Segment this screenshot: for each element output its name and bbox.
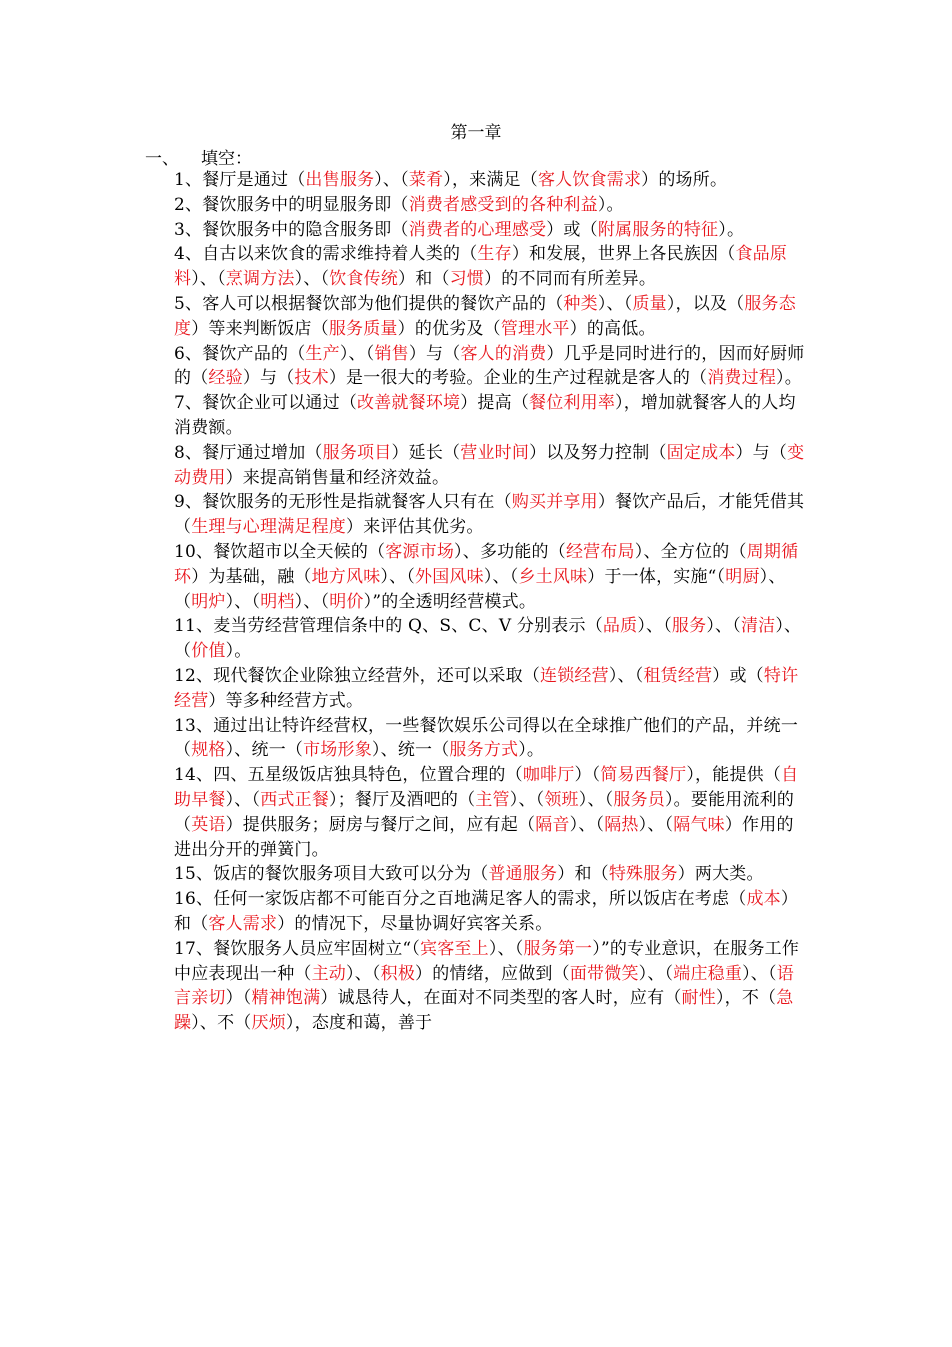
answer-text: 餐位利用率 <box>529 393 616 414</box>
answer-text: 客人的消费 <box>460 343 547 364</box>
question-text: ）与（ <box>242 368 295 389</box>
question-item <box>174 193 810 218</box>
question-text: ）、（ <box>174 616 802 662</box>
answer-text: 销售 <box>374 343 409 364</box>
question-item <box>174 937 810 1036</box>
question-text: ），来满足（ <box>443 170 538 190</box>
question-text: ）的优劣及（ <box>397 318 501 339</box>
question-text: ）、（ <box>294 269 330 290</box>
question-text: ）、（ <box>569 814 605 835</box>
question-text: 10、餐饮超市以全天候的（ <box>174 541 386 562</box>
question-text: 14、四、五星级饭店独具特色，位置合理的（ <box>174 765 523 786</box>
question-text: ）的场所。 <box>641 170 728 190</box>
answer-text: 客人饮食需求 <box>537 170 642 190</box>
question-item <box>174 342 810 392</box>
question-text: ）是一很大的考验。企业的生产过程就是客人的（ <box>328 368 708 389</box>
question-text: ）”的全透明经营模式。 <box>363 591 537 612</box>
question-text: ）等多种经营方式。 <box>208 690 364 711</box>
question-text: 12、现代餐饮企业除独立经营外，还可以采取（ <box>174 665 541 686</box>
question-text: ）、统一（ <box>225 740 304 761</box>
answer-text: 消费者的心理感受 <box>408 219 547 240</box>
question-text: ）餐饮产品后，才能凭借其（ <box>174 492 805 538</box>
answer-text: 消费者感受到的各种利益 <box>408 194 598 215</box>
answer-text: 附属服务的特征 <box>597 219 719 240</box>
question-list <box>174 168 810 1036</box>
question-text: ）、（ <box>339 343 375 364</box>
answer-text: 耐性 <box>681 988 716 1009</box>
question-item <box>174 490 810 540</box>
answer-text: 隔音 <box>535 814 570 835</box>
answer-text: 精神饱满 <box>251 988 321 1009</box>
answer-text: 服务质量 <box>328 318 398 339</box>
answer-text: 市场形象 <box>303 740 372 761</box>
answer-text: 主管 <box>475 789 510 810</box>
question-text: ）、不（ <box>191 1013 252 1034</box>
answer-text: 营业时间 <box>460 442 530 463</box>
answer-text: 规格 <box>191 740 226 761</box>
answer-text: 乡土风味 <box>518 566 588 587</box>
question-text: ）来提高销售量和经济效益。 <box>225 467 450 488</box>
answer-text: 服务方式 <box>449 740 519 761</box>
answer-text: 特殊服务 <box>608 864 678 885</box>
answer-text: 隔热 <box>604 814 639 835</box>
question-text: ）诚恳待人，在面对不同类型的客人时，应有（ <box>320 988 682 1009</box>
answer-text: 经营布局 <box>565 541 635 562</box>
answer-text: 习惯 <box>449 269 485 290</box>
answer-text: 租赁经营 <box>643 665 713 686</box>
answer-text: 明档 <box>260 591 295 612</box>
question-text: ）、（ <box>294 591 330 612</box>
answer-text: 英语 <box>191 814 226 835</box>
answer-text: 技术 <box>294 368 329 389</box>
answer-text: 特许经营 <box>174 665 799 711</box>
question-text: 5、客人可以根据餐饮部为他们提供的餐饮产品的（ <box>174 293 564 314</box>
question-text: ）。 <box>597 194 624 215</box>
question-text: 7、餐饮企业可以通过（ <box>174 393 358 414</box>
answer-text: 服务 <box>671 616 707 637</box>
answer-text: 烹调方法 <box>225 269 295 290</box>
question-item <box>174 540 810 614</box>
answer-text: 隔气味 <box>673 814 725 835</box>
answer-text: 管理水平 <box>500 318 570 339</box>
question-text: ）等来判断饭店（ <box>191 318 329 339</box>
question-text: 3、餐饮服务中的隐含服务即（ <box>174 219 409 240</box>
answer-text: 价值 <box>191 641 226 662</box>
answer-text: 主动 <box>311 963 347 984</box>
question-text: ）、（ <box>174 566 786 612</box>
question-text: ）。 <box>518 740 545 761</box>
question-item <box>174 887 810 937</box>
question-item <box>174 218 810 243</box>
question-text: ）以及努力控制（ <box>529 442 667 463</box>
question-text: ）、（ <box>483 566 519 587</box>
question-text: ）与（ <box>408 343 461 364</box>
question-item <box>174 292 810 342</box>
question-text: ）、多功能的（ <box>454 541 566 562</box>
question-item <box>174 242 810 292</box>
answer-text: 领班 <box>544 789 579 810</box>
answer-text: 生存 <box>477 244 512 265</box>
answer-text: 地方风味 <box>311 566 381 587</box>
question-text: 2、餐饮服务中的明显服务即（ <box>174 194 409 215</box>
answer-text: 自助早餐 <box>174 765 799 810</box>
question-text: ）作用的进出分开的弹簧门。 <box>174 814 794 860</box>
answer-text: 饮食传统 <box>329 269 399 290</box>
question-text: ）、（ <box>742 963 777 984</box>
question-text: ），增加就餐客人的人均消费额。 <box>174 393 796 438</box>
question-text: ）、统一（ <box>371 740 450 761</box>
question-text: ），以及（ <box>666 293 745 314</box>
question-text: ）；餐厅及酒吧的（ <box>329 789 476 810</box>
section-number: 一、 <box>145 149 179 169</box>
question-text: 15、饭店的餐饮服务项目大致可以分为（ <box>174 864 489 885</box>
question-text: ）。 <box>776 368 802 389</box>
question-text: ）、（ <box>380 566 416 587</box>
question-text: 6、餐饮产品的（ <box>174 343 306 364</box>
question-text: ）或（ <box>546 219 598 240</box>
question-text: ）、（ <box>638 963 674 984</box>
answer-text: 改善就餐环境 <box>357 393 461 414</box>
question-text: 4、自古以来饮食的需求维持着人类的（ <box>174 244 478 265</box>
question-item <box>174 391 810 441</box>
answer-text: 品质 <box>602 616 638 637</box>
question-text: ）提供服务；厨房与餐厅之间，应有起（ <box>225 814 536 835</box>
question-text: ）。 <box>225 641 252 662</box>
question-text: ）、（ <box>597 293 633 314</box>
answer-text: 消费过程 <box>707 368 777 389</box>
answer-text: 周期循环 <box>174 541 799 587</box>
question-text: 8、餐厅通过增加（ <box>174 442 323 463</box>
answer-text: 连锁经营 <box>540 665 609 686</box>
answer-text: 服务第一 <box>523 938 593 959</box>
question-text: 13、通过出让特许经营权，一些餐饮娱乐公司得以在全球推广他们的产品，并统一（ <box>174 715 799 761</box>
question-text: ）、（ <box>637 616 672 637</box>
question-text: ）、（ <box>578 789 614 810</box>
question-text: ）两大类。 <box>677 864 764 885</box>
question-text: ）、（ <box>191 269 226 290</box>
question-text: ）和发展，世界上各民族因（ <box>511 244 736 265</box>
answer-text: 质量 <box>632 293 667 314</box>
question-text: ）的不同而有所差异。 <box>484 269 657 290</box>
question-text: ）与（ <box>735 442 788 463</box>
answer-text: 面带微笑 <box>569 963 639 984</box>
answer-text: 服务项目 <box>322 442 392 463</box>
question-text: ）、（ <box>638 814 674 835</box>
answer-text: 外国风味 <box>415 566 484 587</box>
question-item <box>174 168 810 193</box>
question-text: 16、任何一家饭店都不可能百分之百地满足客人的需求，所以饭店在考虑（ <box>174 889 747 910</box>
question-item <box>174 714 810 764</box>
answer-text: 宾客至上 <box>420 938 489 959</box>
question-text: ）延长（ <box>391 442 461 463</box>
answer-text: 急躁 <box>174 988 794 1034</box>
question-text: ）或（ <box>712 665 764 686</box>
question-text: ）、（ <box>225 789 261 810</box>
answer-text: 服务员 <box>613 789 665 810</box>
chapter-title: 第一章 <box>450 123 502 143</box>
answer-text: 简易西餐厅 <box>600 765 687 786</box>
question-item <box>174 862 810 887</box>
answer-text: 生产 <box>305 343 340 364</box>
question-text: ）、全方位的（ <box>634 541 747 562</box>
answer-text: 变动费用 <box>174 442 805 488</box>
answer-text: 服务态度 <box>174 293 796 339</box>
answer-text: 客人需求 <box>208 913 278 934</box>
question-item <box>174 614 810 664</box>
answer-text: 明厨 <box>725 566 760 587</box>
answer-text: 出售服务 <box>305 170 375 190</box>
question-text: ）和（ <box>174 889 799 934</box>
answer-text: 西式正餐 <box>260 789 330 810</box>
question-text: 11、麦当劳经营管理信条中的 Q、S、C、V 分别表示（ <box>174 616 603 637</box>
question-text: ）和（ <box>398 269 450 290</box>
question-text: ）来评估其优劣。 <box>346 517 484 538</box>
answer-text: 客源市场 <box>385 541 455 562</box>
answer-text: 语言亲切 <box>174 963 794 1009</box>
answer-text: 生理与心理满足程度 <box>191 517 347 538</box>
question-text: 1、餐厅是通过（ <box>174 170 306 190</box>
question-text: ）、（ <box>509 789 545 810</box>
question-text: ）（ <box>574 765 601 786</box>
answer-text: 食品原料 <box>174 244 788 290</box>
answer-text: 购买并享用 <box>511 492 598 513</box>
question-text: ）为基础，融（ <box>191 566 312 587</box>
question-text: ），不（ <box>715 988 777 1009</box>
answer-text: 菜肴 <box>408 170 444 190</box>
question-text: ）的高低。 <box>569 318 656 339</box>
answer-text: 经验 <box>208 368 243 389</box>
question-text: ）提高（ <box>460 393 530 414</box>
question-text: ）几乎是同时进行的，因而好厨师的（ <box>174 343 805 389</box>
question-item <box>174 441 810 491</box>
question-item <box>174 664 810 714</box>
question-text: ）于一体，实施“（ <box>587 566 726 587</box>
question-text: ）。 <box>718 219 745 240</box>
answer-text: 明价 <box>329 591 364 612</box>
question-text: ）、（ <box>706 616 741 637</box>
answer-text: 清洁 <box>740 616 776 637</box>
question-text: ），能提供（ <box>686 765 782 786</box>
answer-text: 厌烦 <box>251 1013 286 1034</box>
question-text: 9、餐饮服务的无形性是指就餐客人只有在（ <box>174 492 512 513</box>
question-text: ），态度和蔼，善于 <box>285 1013 433 1034</box>
question-text: ）和（ <box>557 864 609 885</box>
answer-text: 种类 <box>563 293 598 314</box>
answer-text: 咖啡厅 <box>522 765 575 786</box>
question-text: ）”的专业意识，在服务工作中应表现出一种（ <box>174 938 800 984</box>
question-text: ）、（ <box>608 665 644 686</box>
section-title: 填空： <box>201 149 252 169</box>
question-text: 17、餐饮服务人员应牢固树立“（ <box>174 938 421 959</box>
answer-text: 端庄稳重 <box>673 963 743 984</box>
answer-text: 成本 <box>746 889 781 910</box>
question-text: ）的情绪，应做到（ <box>415 963 570 984</box>
question-text: ）的情况下，尽量协调好宾客关系。 <box>277 913 553 934</box>
answer-text: 普通服务 <box>488 864 558 885</box>
answer-text: 积极 <box>380 963 416 984</box>
section-heading <box>145 144 252 169</box>
question-text: ）（ <box>225 988 252 1009</box>
question-text: ）、（ <box>346 963 381 984</box>
question-text: ）、（ <box>225 591 261 612</box>
question-item <box>174 763 810 862</box>
answer-text: 固定成本 <box>666 442 736 463</box>
question-text: ）。要能用流利的（ <box>174 789 795 835</box>
question-text: ）、（ <box>488 938 524 959</box>
answer-text: 明炉 <box>191 591 226 612</box>
question-text: ）、（ <box>374 170 409 190</box>
